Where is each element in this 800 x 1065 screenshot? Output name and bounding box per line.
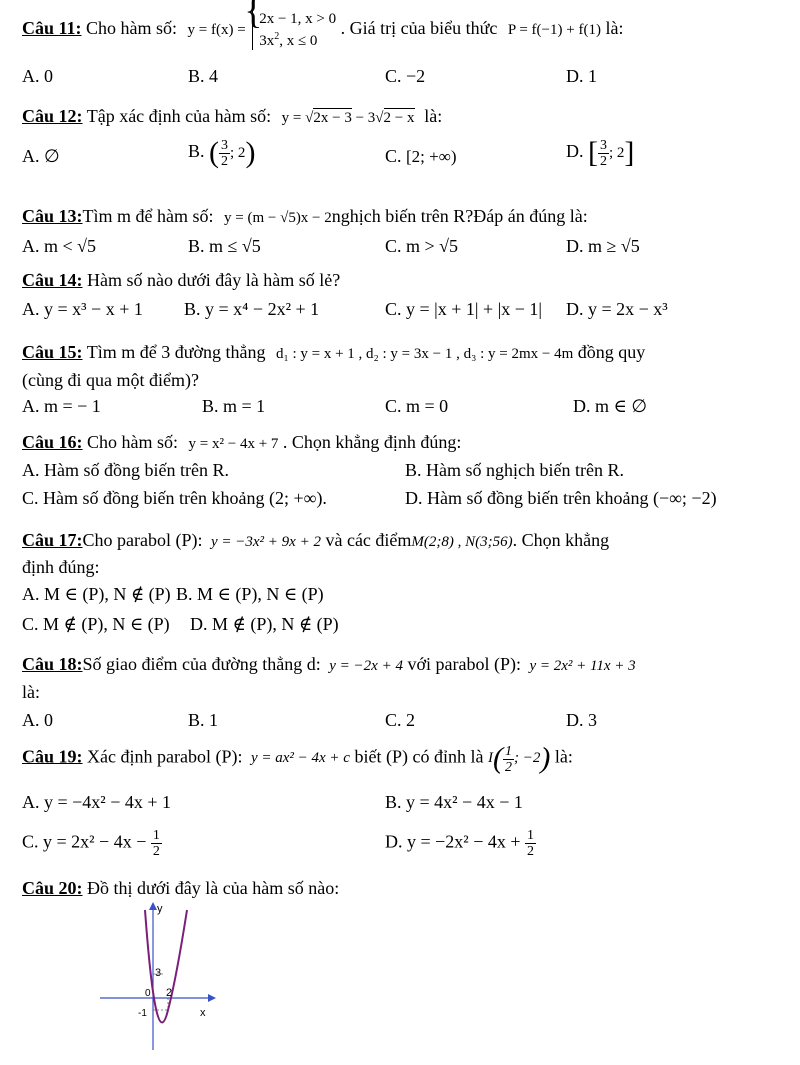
q19-vertex-num: 1 [504, 743, 512, 759]
q15-text2: đồng quy [577, 342, 646, 362]
q12-expr-b: 2x − 3 [313, 110, 352, 126]
graph-x-label: x [200, 1007, 206, 1019]
q11-label: Câu 11: [22, 18, 82, 39]
q13-stem [22, 206, 588, 227]
q14-text: Hàm số nào dưới đây là hàm số lẻ? [87, 270, 341, 290]
q17-option-d[interactable]: D. M ∉ (P), N ∉ (P) [190, 614, 339, 634]
q19-text3: là: [554, 746, 573, 767]
q14-label: Câu 14: [22, 270, 83, 290]
q19-option-b[interactable]: B. y = 4x² − 4x − 1 [385, 792, 523, 812]
q11-piecewise: { 2x − 1, x > 0 $3x^2$, x ≤ 0 [252, 10, 336, 50]
q11-option-b[interactable]: B. 4 [188, 66, 219, 86]
q14-option-c[interactable]: C. y = |x + 1| + |x − 1| [385, 299, 543, 319]
q20-stem [22, 878, 339, 899]
q13-label: Câu 13: [22, 206, 83, 226]
q11-func: y = f(x) = [187, 22, 246, 39]
q11-expr: P = f(−1) + f(1) [507, 22, 601, 39]
q19-option-c[interactable] [22, 828, 162, 859]
q15-text: Tìm m để 3 đường thẳng [86, 342, 266, 362]
q19-option-d[interactable] [385, 828, 536, 859]
q20-text: Đồ thị dưới đây là của hàm số nào: [87, 878, 340, 898]
q12-option-a[interactable]: A. ∅ [22, 146, 60, 166]
q19-option-d-den: 2 [527, 844, 535, 859]
q20-graph [90, 900, 230, 1060]
graph-tick-neg1: -1 [138, 1008, 147, 1019]
q11-text2: . Giá trị của biểu thức [340, 18, 498, 39]
q18-option-b[interactable]: B. 1 [188, 710, 219, 730]
q18-text2: với parabol (P): [407, 654, 521, 674]
q12-option-d[interactable]: D. [ $\frac{3}{2}$ ; 2] [566, 136, 635, 169]
q19-option-c-expr: C. y = 2x² − 4x − [22, 831, 147, 852]
q19-text: Xác định parabol (P): [87, 746, 243, 767]
q15-option-c[interactable]: C. m = 0 [385, 396, 449, 416]
q17-option-a[interactable]: A. M ∈ (P), N ∉ (P) [22, 584, 171, 604]
q13-option-b[interactable]: B. m ≤ √5 [188, 236, 261, 256]
q15-option-d[interactable]: D. m ∈ ∅ [573, 396, 648, 416]
q18-option-d[interactable]: D. 3 [566, 710, 597, 730]
q11-case2-b: , x ≤ 0 [279, 33, 318, 49]
q17-text4: định đúng: [22, 557, 100, 577]
q20-label: Câu 20: [22, 878, 83, 898]
q19-label: Câu 19: [22, 746, 83, 767]
q11-option-a[interactable]: A. 0 [22, 66, 53, 86]
q11-case1: { 2x − 1, x > 0 [259, 11, 337, 27]
q15-option-a[interactable]: A. m = − 1 [22, 396, 101, 416]
q18-text3: là: [22, 682, 40, 702]
q13-option-d[interactable]: D. m ≥ √5 [566, 236, 640, 256]
q11-option-d[interactable]: D. 1 [566, 66, 597, 86]
q18-stem [22, 654, 636, 675]
q15-option-b[interactable]: B. m = 1 [202, 396, 266, 416]
q17-text2: và các điểm [325, 530, 412, 550]
q19-option-d-num: 1 [527, 828, 535, 843]
q19-option-c-num: 1 [152, 828, 160, 843]
q19-stem [22, 742, 573, 776]
q14-option-d[interactable]: D. y = 2x − x³ [566, 299, 668, 319]
q13-option-a[interactable]: A. m < √5 [22, 236, 97, 256]
q17-stem [22, 530, 609, 551]
q19-text2: biết (P) có đỉnh là [354, 746, 484, 767]
x-axis-arrow-icon [208, 994, 216, 1002]
q18-option-c[interactable]: C. 2 [385, 710, 416, 730]
q16-option-b[interactable]: B. Hàm số nghịch biến trên R. [405, 460, 624, 480]
q19-vertex-letter: I [487, 750, 493, 767]
q11-case2-a: 3x [259, 33, 275, 49]
q12-option-c-value: [2; +∞) [406, 147, 457, 166]
q17-expr: y = −3x² + 9x + 2 [211, 534, 321, 550]
q12-option-b[interactable]: B. ( $\frac{3}{2}$ ; 2) [188, 136, 256, 169]
q13-text: Tìm m để hàm số: [82, 206, 214, 226]
q17-label: Câu 17: [22, 530, 83, 550]
q12-expr-d: 2 − x [383, 110, 415, 126]
q19-vertex: I( $\frac{1}{2}$ ; −2) [487, 742, 551, 775]
q18-text: Số giao điểm của đường thẳng d: [82, 654, 321, 674]
q16-text2: . Chọn khẳng định đúng: [282, 432, 462, 452]
q11-text3: là: [605, 18, 624, 39]
q12-option-c-letter: C. [385, 146, 402, 166]
q19-expr: y = ax² − 4x + c [250, 750, 350, 767]
q16-option-d[interactable]: D. Hàm số đồng biến trên khoảng (−∞; −2) [405, 488, 717, 508]
q11-option-c[interactable]: C. −2 [385, 66, 426, 86]
q12-text: Tập xác định của hàm số: [86, 106, 272, 126]
q19-option-a[interactable]: A. y = −4x² − 4x + 1 [22, 792, 172, 812]
q16-label: Câu 16: [22, 432, 83, 452]
q18-option-a[interactable]: A. 0 [22, 710, 53, 730]
q17-option-c[interactable]: C. M ∉ (P), N ∈ (P) [22, 614, 170, 634]
q12-text2: là: [424, 106, 443, 126]
q12-label: Câu 12: [22, 106, 83, 126]
q16-option-a[interactable]: A. Hàm số đồng biến trên R. [22, 460, 229, 480]
q19-vertex-den: 2 [504, 759, 512, 775]
q14-option-a[interactable]: A. y = x³ − x + 1 [22, 299, 143, 319]
q15-text3: (cùng đi qua một điểm)? [22, 370, 199, 390]
q12-expr-a: y = [281, 110, 306, 126]
q15-stem [22, 342, 645, 363]
graph-origin-label: 0 [145, 988, 151, 999]
q19-option-c-den: 2 [152, 844, 160, 859]
q19-vertex-y: ; −2 [513, 750, 541, 767]
q16-stem [22, 432, 461, 453]
q19-option-d-expr: D. y = −2x² − 4x + [385, 831, 521, 852]
q14-option-b[interactable]: B. y = x⁴ − 2x² + 1 [184, 299, 320, 319]
q16-expr: y = x² − 4x + 7 [188, 436, 279, 452]
q12-option-d-letter: D. [566, 141, 584, 162]
q15-lines: d₁ : y = x + 1 , d₂ : y = 3x − 1 , d₃ : y = 2mx − 4m [275, 346, 574, 362]
q17-option-b[interactable]: B. M ∈ (P), N ∈ (P) [176, 584, 324, 604]
q16-option-c[interactable]: C. Hàm số đồng biến trên khoảng (2; +∞). [22, 488, 327, 508]
q12-option-c[interactable] [385, 146, 457, 167]
graph-y-label: y [157, 903, 163, 915]
q17-text: Cho parabol (P): [82, 530, 203, 550]
parabola-curve [145, 910, 187, 1023]
q15-label: Câu 15: [22, 342, 83, 362]
q18-expr2: y = 2x² + 11x + 3 [529, 658, 636, 674]
q12-option-b-letter: B. [188, 141, 205, 162]
q18-label: Câu 18: [22, 654, 83, 674]
q14-stem [22, 270, 340, 291]
graph-tick-3: 3 [155, 967, 162, 979]
q13-expr: y = (m − √5)x − 2 [224, 210, 332, 226]
q11-stem [22, 10, 623, 50]
q12-stem: Câu 12: Tập xác định của hàm số: y = √2x − 3 − 3√2 − x là: [22, 106, 443, 126]
q17-text3: . Chọn khẳng [512, 530, 610, 550]
y-axis-arrow-icon [149, 902, 157, 910]
q11-text: Cho hàm số: [86, 18, 178, 39]
q17-points: M(2;8) , N(3;56) [411, 534, 513, 550]
q13-text2: nghịch biến trên R?Đáp án đúng là: [331, 206, 588, 226]
q16-text: Cho hàm số: [87, 432, 179, 452]
q12-expr-c: − 3 [351, 110, 376, 126]
q18-expr: y = −2x + 4 [329, 658, 403, 674]
graph-tick-2: 2 [166, 987, 173, 999]
q13-option-c[interactable]: C. m > √5 [385, 236, 459, 256]
